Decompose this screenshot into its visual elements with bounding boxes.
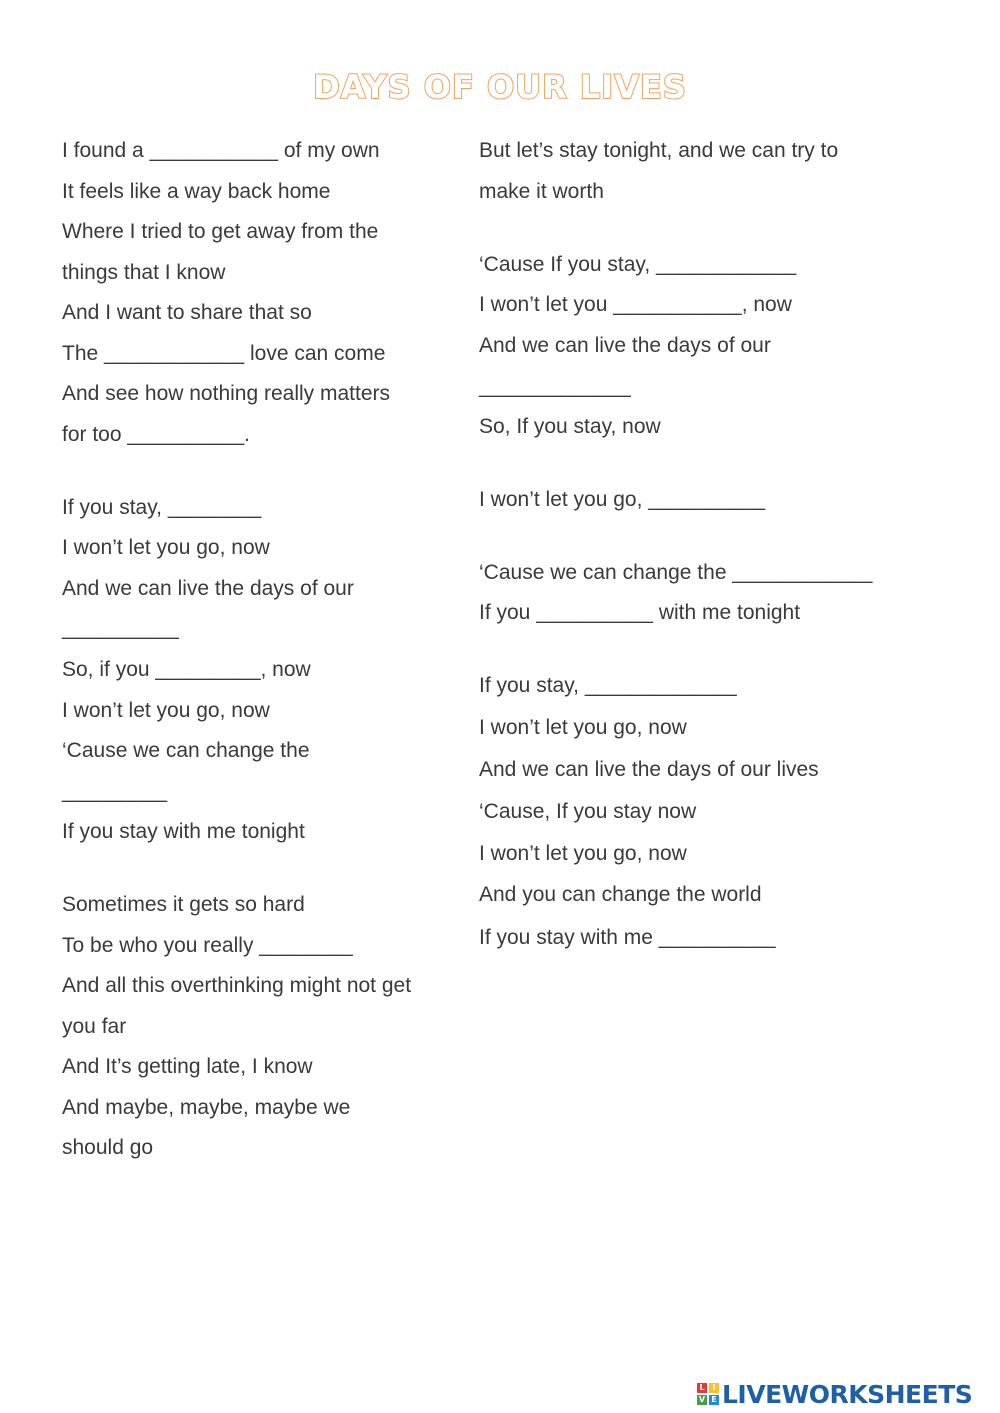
lyric-line: ‘Cause, If you stay now (479, 800, 697, 823)
lyric-line: And all this overthinking might not get (62, 974, 412, 997)
lyric-line: _____________ (479, 375, 631, 398)
lyric-line: But let’s stay tonight, and we can try to (479, 139, 839, 162)
lyric-line: __________ (62, 617, 179, 640)
lyric-line: I won’t let you go, now (62, 536, 270, 559)
liveworksheets-logo[interactable] (697, 1380, 972, 1408)
lyric-line: If you stay, ________ (62, 496, 262, 519)
lyric-line: for too __________. (62, 423, 250, 446)
lyric-line: If you stay with me tonight (62, 820, 305, 843)
lyric-line: I won’t let you ___________, now (479, 293, 792, 316)
lyric-line: Where I tried to get away from the (62, 220, 379, 243)
lyric-line: And see how nothing really matters (62, 382, 391, 405)
lyric-line: ‘Cause we can change the (62, 739, 310, 762)
lyric-line: If you __________ with me tonight (479, 601, 801, 624)
logo-blocks-icon (697, 1383, 719, 1405)
logo-block: E (709, 1395, 719, 1405)
lyric-line: So, If you stay, now (479, 415, 661, 438)
logo-text: LIVEWORKSHEETS (722, 1379, 973, 1409)
lyric-line: ‘Cause we can change the ____________ (479, 561, 873, 584)
logo-block: L (697, 1383, 707, 1393)
lyric-line: I won’t let you go, now (479, 716, 687, 739)
lyric-line: Sometimes it gets so hard (62, 893, 305, 916)
lyric-line: And we can live the days of our (479, 334, 771, 357)
lyric-line: And you can change the world (479, 883, 762, 906)
lyric-line: And It’s getting late, I know (62, 1055, 313, 1078)
lyric-line: I won’t let you go, __________ (479, 488, 766, 511)
lyric-line: And we can live the days of our (62, 577, 354, 600)
logo-block: I (709, 1383, 719, 1393)
logo-block: V (698, 1395, 706, 1404)
lyric-line: And maybe, maybe, maybe we (62, 1096, 351, 1119)
lyric-line: I won’t let you go, now (479, 842, 687, 865)
lyric-line: should go (62, 1136, 154, 1159)
lyric-line: I won’t let you go, now (62, 699, 270, 722)
lyric-line: _________ (62, 780, 168, 803)
worksheet-title: DAYS OF OUR LIVES (313, 68, 687, 106)
lyric-line: So, if you _________, now (62, 658, 311, 681)
lyric-line: And we can live the days of our lives (479, 758, 819, 781)
lyric-line: If you stay, _____________ (479, 674, 737, 697)
lyric-line: things that I know (62, 261, 226, 284)
lyric-line: I found a ___________ of my own (62, 139, 380, 162)
lyric-line: make it worth (479, 180, 604, 203)
lyric-line: you far (62, 1015, 127, 1038)
lyric-line: And I want to share that so (62, 301, 312, 324)
lyric-line: To be who you really ________ (62, 934, 353, 957)
lyric-line: The ____________ love can come (62, 342, 386, 365)
lyric-line: If you stay with me __________ (479, 926, 776, 949)
lyric-line: It feels like a way back home (62, 180, 331, 203)
lyric-line: ‘Cause If you stay, ____________ (479, 253, 797, 276)
